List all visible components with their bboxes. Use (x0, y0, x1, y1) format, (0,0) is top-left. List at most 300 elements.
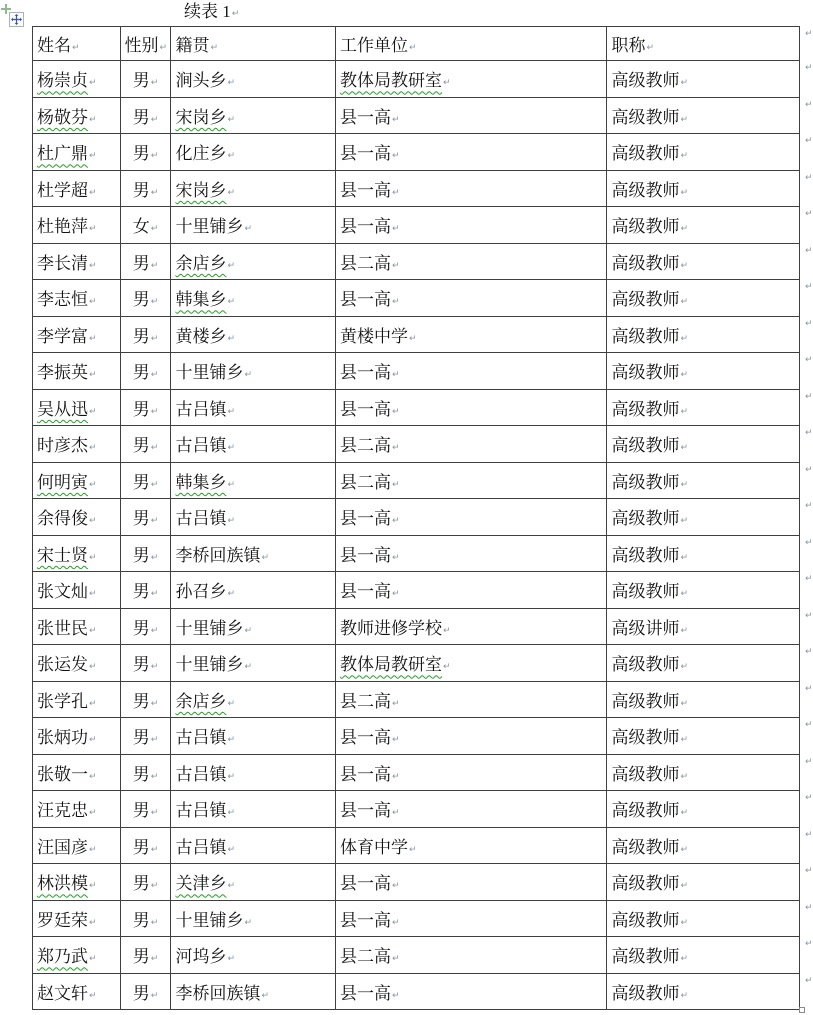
cell-text: 女 (132, 217, 150, 237)
cell-name[interactable] (33, 353, 121, 390)
cell-text: 十里铺乡 (175, 655, 244, 675)
end-of-cell-mark: ↵ (392, 990, 400, 1001)
cell-place[interactable] (171, 681, 336, 718)
column-header-rank[interactable] (607, 27, 800, 61)
end-of-cell-mark: ↵ (227, 954, 235, 965)
cell-unit[interactable] (336, 791, 607, 828)
table-row (33, 864, 800, 901)
end-of-cell-mark: ↵ (72, 43, 80, 53)
cell-text: 男 (132, 545, 150, 565)
cell-text: 化庄乡 (175, 144, 227, 164)
cell-place[interactable] (171, 754, 336, 791)
column-header-gender[interactable] (120, 27, 171, 61)
cell-text: 高级讲师 (611, 618, 680, 638)
cell-place[interactable] (171, 608, 336, 645)
cell-unit[interactable] (336, 535, 607, 572)
cell-gender[interactable] (120, 353, 171, 390)
end-of-cell-mark: ↵ (227, 479, 235, 490)
cell-unit[interactable] (336, 134, 607, 171)
end-of-cell-mark: ↵ (646, 43, 655, 53)
cell-name[interactable] (33, 280, 121, 317)
end-of-cell-mark: ↵ (150, 625, 159, 636)
cell-text: 余得俊 (37, 509, 88, 529)
cell-text: 李志恒 (37, 290, 88, 310)
cell-place[interactable] (171, 827, 336, 864)
column-header-unit[interactable] (336, 27, 607, 61)
table-body (33, 61, 800, 1010)
cell-text: 郑乃武 (37, 947, 88, 967)
cell-unit[interactable] (336, 572, 607, 609)
cell-text: 县一高 (340, 582, 392, 602)
cell-rank[interactable] (607, 243, 800, 280)
end-of-cell-mark: ↵ (392, 151, 400, 162)
cell-name[interactable] (33, 207, 121, 244)
cell-place[interactable] (171, 937, 336, 974)
end-of-cell-mark: ↵ (227, 114, 235, 125)
cell-rank[interactable] (607, 280, 800, 317)
header-text: 职称 (611, 36, 646, 55)
cell-unit[interactable] (336, 608, 607, 645)
end-of-cell-mark: ↵ (210, 43, 218, 53)
cell-text: 县二高 (340, 436, 392, 456)
cell-text: 高级教师 (611, 71, 680, 91)
end-of-cell-mark: ↵ (392, 406, 400, 417)
end-of-cell-mark: ↵ (680, 224, 689, 235)
cell-text: 十里铺乡 (175, 618, 244, 638)
end-of-cell-mark: ↵ (150, 516, 159, 527)
cell-rank[interactable] (607, 426, 800, 463)
end-of-cell-mark: ↵ (443, 625, 451, 636)
cell-text: 李桥回族镇 (175, 545, 261, 565)
cell-rank[interactable] (607, 608, 800, 645)
cell-text: 高级教师 (611, 655, 680, 675)
end-of-cell-mark: ↵ (680, 297, 689, 308)
cell-rank[interactable] (607, 754, 800, 791)
cell-text: 男 (132, 71, 150, 91)
end-of-cell-mark: ↵ (150, 406, 159, 417)
cell-unit[interactable] (336, 718, 607, 755)
end-of-cell-mark: ↵ (150, 735, 159, 746)
cell-place[interactable] (171, 134, 336, 171)
cell-gender[interactable] (120, 572, 171, 609)
table-row (33, 718, 800, 755)
cell-name[interactable] (33, 754, 121, 791)
cell-text: 黄楼乡 (175, 326, 227, 346)
cell-text: 县一高 (340, 764, 392, 784)
cell-place[interactable] (171, 864, 336, 901)
end-of-cell-mark: ↵ (150, 443, 159, 454)
cell-place[interactable] (171, 426, 336, 463)
cell-name[interactable] (33, 462, 121, 499)
cell-unit[interactable] (336, 243, 607, 280)
cell-unit[interactable] (336, 353, 607, 390)
cell-gender[interactable] (120, 499, 171, 536)
cell-unit[interactable] (336, 900, 607, 937)
cell-rank[interactable] (607, 170, 800, 207)
cell-place[interactable] (171, 499, 336, 536)
cell-gender[interactable] (120, 316, 171, 353)
end-of-cell-mark: ↵ (392, 297, 400, 308)
cell-name[interactable] (33, 718, 121, 755)
cell-text: 高级教师 (611, 764, 680, 784)
end-of-row-mark: ↵ (805, 501, 813, 511)
end-of-cell-mark: ↵ (244, 224, 252, 235)
cell-gender[interactable] (120, 608, 171, 645)
cell-gender[interactable] (120, 937, 171, 974)
cell-text: 教体局教研室 (340, 71, 443, 91)
end-of-cell-mark: ↵ (150, 771, 159, 782)
cell-gender[interactable] (120, 389, 171, 426)
end-of-cell-mark: ↵ (244, 662, 252, 673)
cell-rank[interactable] (607, 572, 800, 609)
cell-name[interactable] (33, 97, 121, 134)
cell-name[interactable] (33, 61, 121, 98)
end-of-cell-mark: ↵ (227, 735, 235, 746)
end-of-cell-mark: ↵ (89, 881, 97, 892)
cell-text: 时彦杰 (37, 436, 88, 456)
end-of-row-mark: ↵ (805, 647, 813, 657)
cell-text: 县一高 (340, 180, 392, 200)
cell-unit[interactable] (336, 681, 607, 718)
cell-name[interactable] (33, 389, 121, 426)
cell-rank[interactable] (607, 353, 800, 390)
cell-name[interactable] (33, 900, 121, 937)
cell-gender[interactable] (120, 170, 171, 207)
cell-unit[interactable] (336, 973, 607, 1010)
end-of-cell-mark: ↵ (89, 260, 97, 271)
cell-text: 男 (132, 472, 150, 492)
cell-text: 男 (132, 764, 150, 784)
cell-text: 高级教师 (611, 874, 680, 894)
cell-rank[interactable] (607, 61, 800, 98)
cell-unit[interactable] (336, 645, 607, 682)
end-of-cell-mark: ↵ (150, 333, 159, 344)
cell-rank[interactable] (607, 499, 800, 536)
cell-unit[interactable] (336, 280, 607, 317)
cell-text: 县一高 (340, 363, 392, 383)
cell-place[interactable] (171, 97, 336, 134)
end-of-row-mark: ↵ (805, 319, 813, 329)
end-of-cell-mark: ↵ (244, 370, 252, 381)
end-of-cell-mark: ↵ (150, 114, 159, 125)
cell-name[interactable] (33, 681, 121, 718)
cell-text: 男 (132, 655, 150, 675)
cell-unit[interactable] (336, 426, 607, 463)
end-of-row-mark: ↵ (805, 866, 813, 876)
end-of-cell-mark: ↵ (227, 698, 235, 709)
end-of-row-mark: ↵ (805, 63, 813, 73)
end-of-cell-mark: ↵ (89, 224, 97, 235)
cell-gender[interactable] (120, 207, 171, 244)
cell-text: 张学孔 (37, 691, 88, 711)
end-of-cell-mark: ↵ (680, 78, 689, 89)
cell-rank[interactable] (607, 718, 800, 755)
cell-rank[interactable] (607, 864, 800, 901)
cell-gender[interactable] (120, 535, 171, 572)
end-of-cell-mark: ↵ (392, 881, 400, 892)
cell-gender[interactable] (120, 462, 171, 499)
end-of-cell-mark: ↵ (409, 43, 417, 53)
end-of-cell-mark: ↵ (227, 187, 235, 198)
page-title-text: 续表 1 (184, 2, 231, 21)
end-of-cell-mark: ↵ (680, 954, 689, 965)
cell-place[interactable] (171, 718, 336, 755)
end-of-cell-mark: ↵ (89, 808, 97, 819)
table-row (33, 572, 800, 609)
cell-name[interactable] (33, 827, 121, 864)
column-header-place[interactable] (171, 27, 336, 61)
end-of-cell-mark: ↵ (89, 917, 97, 928)
end-of-cell-mark: ↵ (392, 516, 400, 527)
cell-gender[interactable] (120, 645, 171, 682)
cell-name[interactable] (33, 645, 121, 682)
end-of-cell-mark: ↵ (89, 589, 97, 600)
cell-gender[interactable] (120, 97, 171, 134)
cell-text: 宋士贤 (37, 545, 88, 565)
end-of-cell-mark: ↵ (150, 297, 159, 308)
end-of-row-mark: ↵ (805, 757, 813, 767)
cell-gender[interactable] (120, 864, 171, 901)
end-of-cell-mark: ↵ (680, 625, 689, 636)
cell-name[interactable] (33, 426, 121, 463)
cell-name[interactable] (33, 608, 121, 645)
end-of-row-mark: ↵ (805, 465, 813, 475)
cell-place[interactable] (171, 280, 336, 317)
cell-rank[interactable] (607, 973, 800, 1010)
table-row (33, 645, 800, 682)
cell-gender[interactable] (120, 900, 171, 937)
cell-place[interactable] (171, 61, 336, 98)
cell-unit[interactable] (336, 170, 607, 207)
cell-name[interactable] (33, 499, 121, 536)
cell-gender[interactable] (120, 754, 171, 791)
cell-rank[interactable] (607, 207, 800, 244)
cell-place[interactable] (171, 572, 336, 609)
end-of-cell-mark: ↵ (89, 297, 97, 308)
cell-place[interactable] (171, 462, 336, 499)
cell-text: 县二高 (340, 472, 392, 492)
cell-name[interactable] (33, 535, 121, 572)
end-of-cell-mark: ↵ (392, 479, 400, 490)
cell-name[interactable] (33, 937, 121, 974)
cell-rank[interactable] (607, 681, 800, 718)
cell-text: 县一高 (340, 728, 392, 748)
cell-name[interactable] (33, 572, 121, 609)
cell-text: 高级教师 (611, 728, 680, 748)
end-of-cell-mark: ↵ (227, 78, 235, 89)
cell-unit[interactable] (336, 754, 607, 791)
cell-text: 杜广鼎 (37, 144, 88, 164)
end-of-cell-mark: ↵ (680, 589, 689, 600)
cell-text: 男 (132, 326, 150, 346)
cell-text: 李学富 (37, 326, 88, 346)
cell-text: 县一高 (340, 509, 392, 529)
end-of-cell-mark: ↵ (89, 735, 97, 746)
table-row (33, 207, 800, 244)
table-row (33, 791, 800, 828)
cell-rank[interactable] (607, 535, 800, 572)
cell-text: 十里铺乡 (175, 910, 244, 930)
cell-text: 赵文轩 (37, 983, 88, 1003)
cell-unit[interactable] (336, 937, 607, 974)
cell-unit[interactable] (336, 316, 607, 353)
header-row (33, 27, 800, 61)
end-of-cell-mark: ↵ (680, 808, 689, 819)
cell-place[interactable] (171, 207, 336, 244)
table-row (33, 681, 800, 718)
table-row (33, 243, 800, 280)
cell-unit[interactable] (336, 499, 607, 536)
cell-text: 古吕镇 (175, 801, 227, 821)
end-of-cell-mark: ↵ (89, 552, 97, 563)
cell-rank[interactable] (607, 791, 800, 828)
cell-text: 男 (132, 363, 150, 383)
cell-place[interactable] (171, 973, 336, 1010)
cell-text: 男 (132, 728, 150, 748)
cell-name[interactable] (33, 864, 121, 901)
cell-gender[interactable] (120, 280, 171, 317)
table-row (33, 170, 800, 207)
cell-text: 何明寅 (37, 472, 88, 492)
end-of-cell-mark: ↵ (227, 516, 235, 527)
cell-text: 张炳功 (37, 728, 88, 748)
cell-place[interactable] (171, 353, 336, 390)
header-text: 籍贯 (175, 36, 210, 55)
cell-text: 高级教师 (611, 983, 680, 1003)
cell-text: 张世民 (37, 618, 88, 638)
end-of-cell-mark: ↵ (89, 443, 97, 454)
cell-rank[interactable] (607, 389, 800, 426)
end-of-paragraph-mark: ↵ (231, 9, 240, 19)
table-row (33, 462, 800, 499)
cell-rank[interactable] (607, 134, 800, 171)
cell-place[interactable] (171, 389, 336, 426)
cell-text: 高级教师 (611, 801, 680, 821)
cell-text: 杜学超 (37, 180, 88, 200)
cell-name[interactable] (33, 243, 121, 280)
cell-unit[interactable] (336, 207, 607, 244)
cell-unit[interactable] (336, 389, 607, 426)
end-of-row-mark: ↵ (805, 939, 813, 949)
cell-name[interactable] (33, 791, 121, 828)
cell-text: 古吕镇 (175, 509, 227, 529)
end-of-cell-mark: ↵ (89, 990, 97, 1001)
cell-unit[interactable] (336, 97, 607, 134)
cell-place[interactable] (171, 170, 336, 207)
cell-gender[interactable] (120, 134, 171, 171)
cell-text: 男 (132, 107, 150, 127)
cell-rank[interactable] (607, 827, 800, 864)
cell-gender[interactable] (120, 681, 171, 718)
cell-name[interactable] (33, 134, 121, 171)
cell-text: 男 (132, 290, 150, 310)
end-of-row-mark: ↵ (805, 136, 813, 146)
end-of-cell-mark: ↵ (392, 552, 400, 563)
table-row (33, 316, 800, 353)
cell-place[interactable] (171, 645, 336, 682)
teachers-table (32, 26, 800, 1010)
page-title[interactable] (184, 1, 239, 26)
end-of-cell-mark: ↵ (150, 78, 159, 89)
cell-unit[interactable] (336, 827, 607, 864)
cell-place[interactable] (171, 316, 336, 353)
cell-text: 张文灿 (37, 582, 88, 602)
cell-unit[interactable] (336, 61, 607, 98)
cell-text: 男 (132, 253, 150, 273)
end-of-cell-mark: ↵ (409, 844, 417, 855)
cell-gender[interactable] (120, 243, 171, 280)
cell-text: 罗廷荣 (37, 910, 88, 930)
end-of-cell-mark: ↵ (150, 479, 159, 490)
cell-text: 韩集乡 (175, 290, 227, 310)
end-of-row-mark: ↵ (805, 355, 813, 365)
end-of-cell-mark: ↵ (150, 662, 159, 673)
end-of-cell-mark: ↵ (89, 114, 97, 125)
end-of-cell-mark: ↵ (244, 917, 252, 928)
end-of-cell-mark: ↵ (392, 187, 400, 198)
cell-gender[interactable] (120, 426, 171, 463)
cell-text: 李桥回族镇 (175, 983, 261, 1003)
table-wrapper (32, 26, 813, 1010)
cell-rank[interactable] (607, 645, 800, 682)
cell-unit[interactable] (336, 462, 607, 499)
cell-name[interactable] (33, 170, 121, 207)
cell-rank[interactable] (607, 462, 800, 499)
cell-name[interactable] (33, 973, 121, 1010)
cell-rank[interactable] (607, 900, 800, 937)
cell-text: 宋岗乡 (175, 107, 227, 127)
end-of-cell-mark: ↵ (392, 114, 400, 125)
table-row (33, 353, 800, 390)
end-of-cell-mark: ↵ (680, 443, 689, 454)
table-row (33, 426, 800, 463)
cell-place[interactable] (171, 900, 336, 937)
cell-gender[interactable] (120, 61, 171, 98)
cell-gender[interactable] (120, 718, 171, 755)
cell-unit[interactable] (336, 864, 607, 901)
table-move-handle[interactable] (9, 12, 24, 27)
cell-text: 吴从迅 (37, 399, 88, 419)
cell-text: 李振英 (37, 363, 88, 383)
cell-place[interactable] (171, 791, 336, 828)
end-of-row-mark: ↵ (805, 100, 813, 110)
cell-gender[interactable] (120, 791, 171, 828)
table-row (33, 900, 800, 937)
cell-rank[interactable] (607, 97, 800, 134)
table-row (33, 61, 800, 98)
table-resize-handle[interactable] (799, 1007, 805, 1013)
cell-name[interactable] (33, 316, 121, 353)
column-header-name[interactable] (33, 27, 121, 61)
cell-gender[interactable] (120, 827, 171, 864)
end-of-row-mark: ↵ (805, 209, 813, 219)
cell-rank[interactable] (607, 937, 800, 974)
end-of-cell-mark: ↵ (392, 698, 400, 709)
end-of-cell-mark: ↵ (227, 443, 235, 454)
end-of-cell-mark: ↵ (227, 297, 235, 308)
end-of-cell-mark: ↵ (89, 78, 97, 89)
end-of-cell-mark: ↵ (89, 625, 97, 636)
end-of-cell-mark: ↵ (89, 333, 97, 344)
cell-text: 男 (132, 691, 150, 711)
cell-rank[interactable] (607, 316, 800, 353)
cell-place[interactable] (171, 535, 336, 572)
end-of-cell-mark: ↵ (392, 771, 400, 782)
cell-gender[interactable] (120, 973, 171, 1010)
cell-place[interactable] (171, 243, 336, 280)
end-of-row-mark: ↵ (805, 428, 813, 438)
move-arrows-icon (11, 14, 22, 25)
